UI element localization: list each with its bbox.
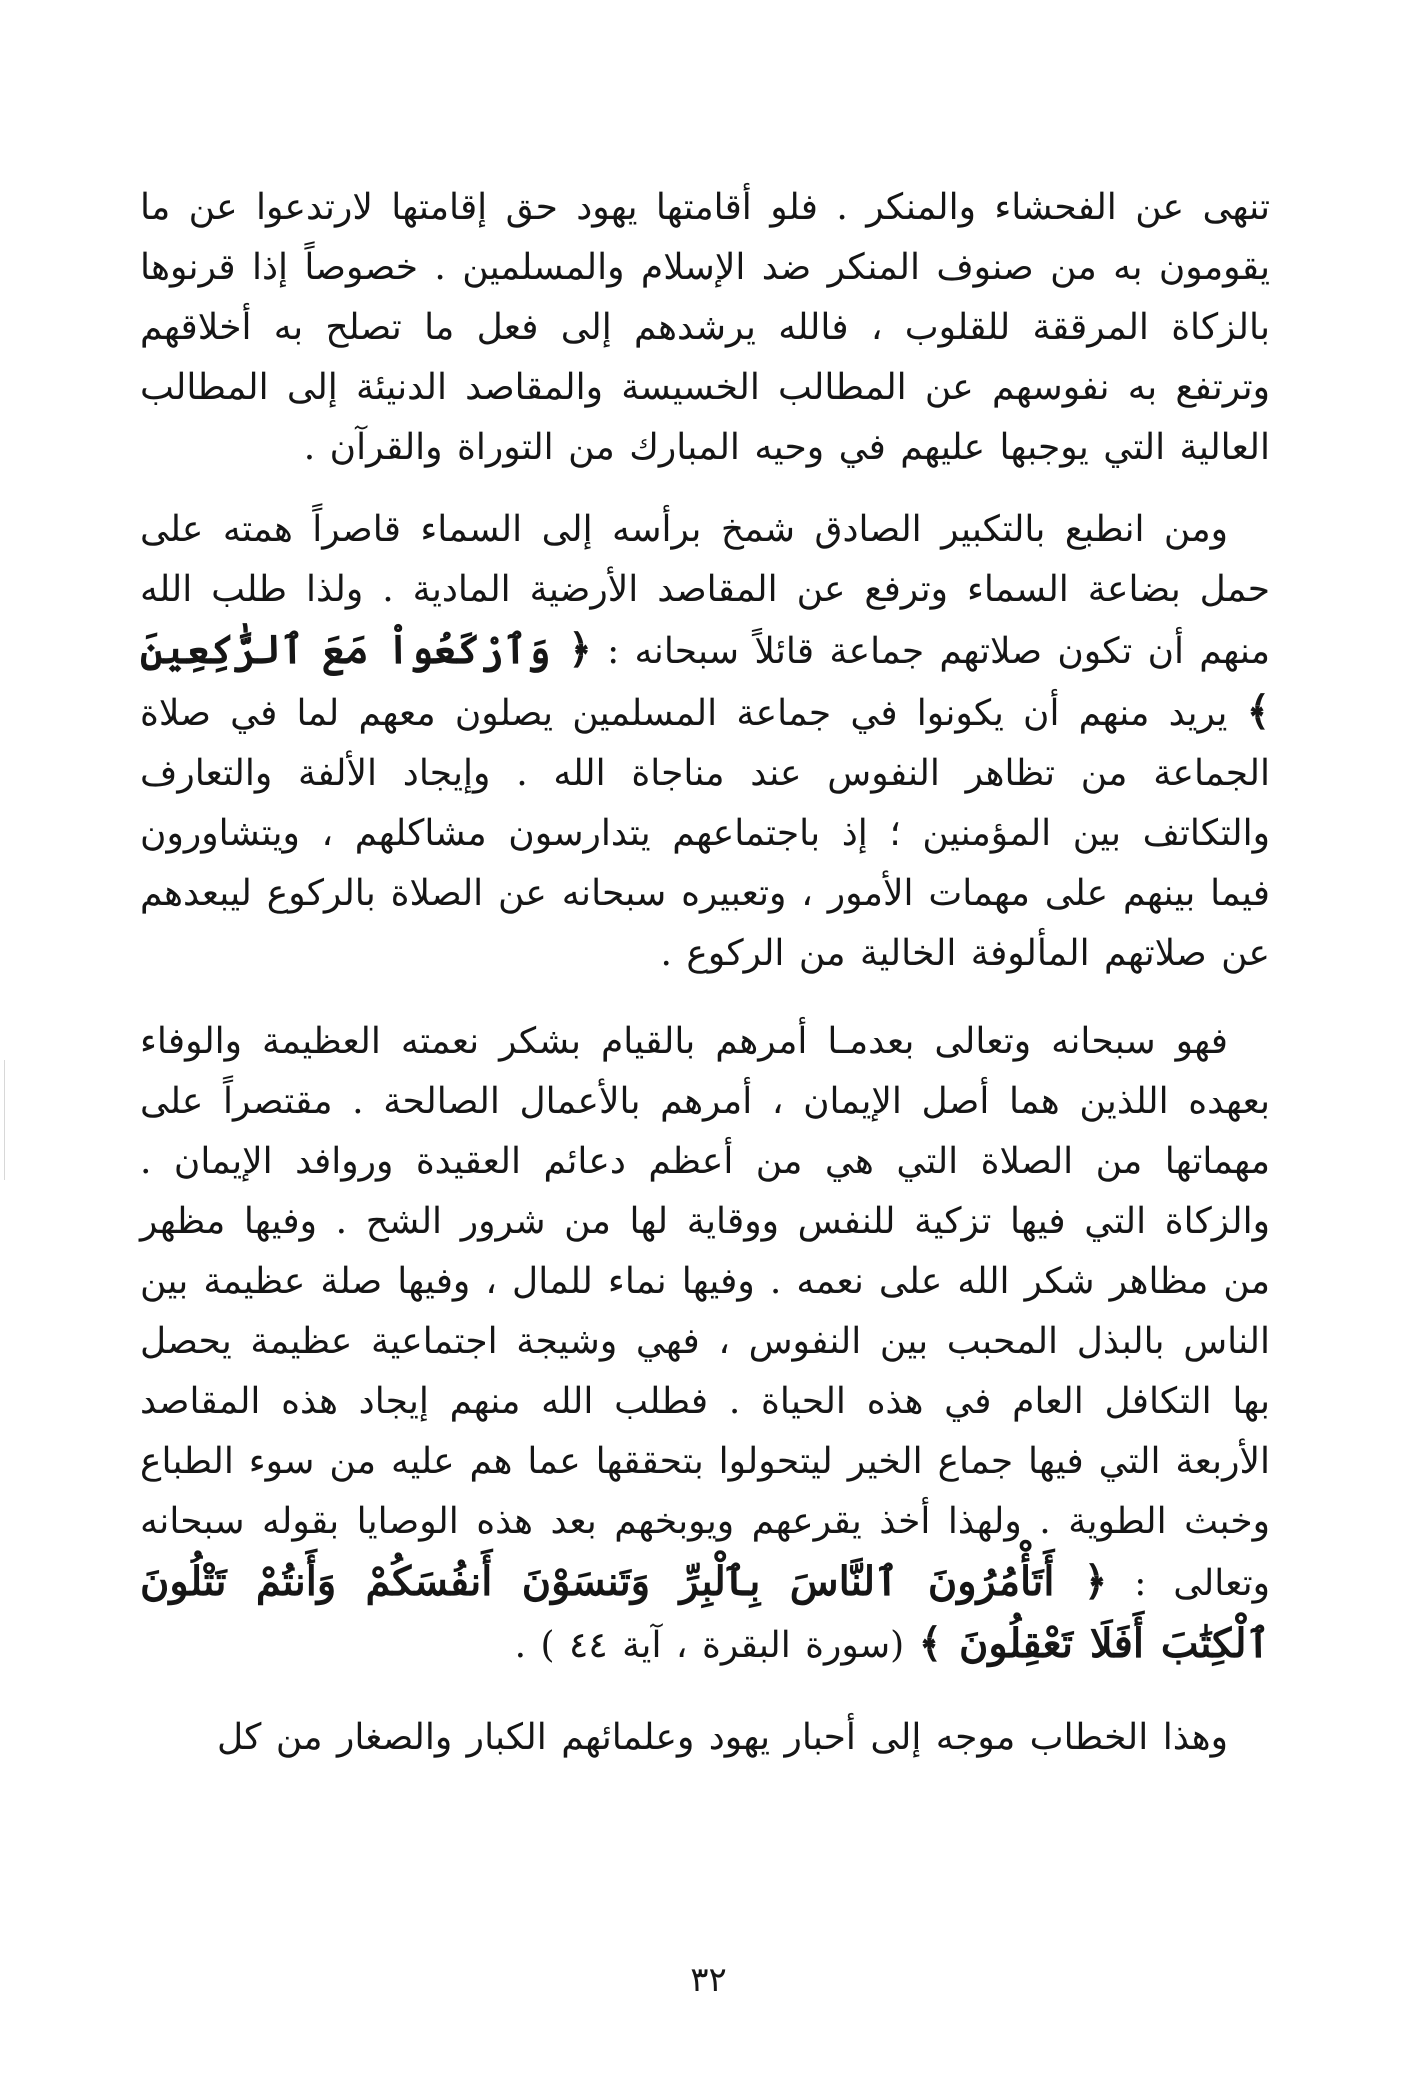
- paragraph-text: تنهى عن الفحشاء والمنكر . فلو أقامتها يهود حق إقامتها لارتدعوا عن ما يقومون به من صنوف المنكر ضد الإسلام والمسلمين . خصوصاً إذا قرنوها بالزكاة المرققة للقلوب ، فالله يرشدهم إلى فعل ما تصلح به أخلاقهم وترتفع به نفوسهم عن المطالب الخسيسة والمقاصد الدنيئة إلى المطالب العالية التي يوجبها عليهم في وحيه المبارك من التوراة والقرآن .: [140, 187, 1270, 468]
- body-text: [140, 178, 1270, 1768]
- paragraph-text: ومن انطبع بالتكبير الصادق شمخ برأسه إلى السماء قاصراً همته على حمل بضاعة السماء وترفع عن المقاصد الأرضية المادية . ولذا طلب الله منهم أن تكون صلاتهم جماعة قائلاً سبحانه :: [140, 509, 1271, 672]
- paragraph-2: [140, 500, 1270, 984]
- paragraph-4: [140, 1708, 1270, 1768]
- scan-edge-mark: [4, 1060, 5, 1180]
- paragraph-text: يريد منهم أن يكونوا في جماعة المسلمين يصلون معهم لما في صلاة الجماعة من تظاهر النفوس عند مناجاة الله . وإيجاد الألفة والتعارف والتكاتف بين المؤمنين ؛ إذ باجتماعهم يتدارسون مشاكلهم ، ويتشاورون فيما بينهم على مهمات الأمور ، وتعبيره سبحانه عن الصلاة بالركوع ليبعدهم عن صلاتهم المألوفة الخالية من الركوع .: [140, 693, 1270, 974]
- paragraph-text: وهذا الخطاب موجه إلى أحبار يهود وعلمائهم الكبار والصغار من كل: [216, 1717, 1228, 1758]
- verse-citation: (سورة البقرة ، آية ٤٤ ) .: [514, 1625, 919, 1666]
- paragraph-text: فهو سبحانه وتعالى بعدمـا أمرهم بالقيام بشكر نعمته العظيمة والوفاء بعهده اللذين هما أصل الإيمان ، أمرهم بالأعمال الصالحة . مقتصراً على مهماتها من الصلاة التي هي من أعظم دعائم العقيدة وروافد الإيمان . والزكاة التي فيها تزكية للنفس ووقاية لها من شرور الشح . وفيها مظهر من مظاهر شكر الله على نعمه . وفيها نماء للمال ، وفيها صلة عظيمة بين الناس بالبذل المحبب بين النفوس ، فهي وشيجة اجتماعية عظيمة يحصل بها التكافل العام في هذه الحياة . فطلب الله منهم إيجاد هذه المقاصد الأربعة التي فيها جماع الخير ليتحولوا بتحققها عما هم عليه من سوء الطباع وخبث الطوية . ولهذا أخذ يقرعهم ويوبخهم بعد هذه الوصايا بقوله سبحانه وتعالى :: [140, 1021, 1270, 1604]
- quran-verse: ﴿ وَٱرْكَعُواْ مَعَ ٱلرَّٰكِعِينَ ﴾: [140, 626, 1270, 735]
- paragraph-3: [140, 1012, 1270, 1676]
- page-number: ٣٢: [690, 1960, 727, 2000]
- quran-verse: ﴿ أَتَأْمُرُونَ ٱلنَّاسَ بِٱلْبِرِّ وَتَنسَوْنَ أَنفُسَكُمْ وَأَنتُمْ تَتْلُونَ ٱلْكِتَٰبَ أَفَلَا تَعْقِلُونَ ﴾: [140, 1558, 1270, 1667]
- paragraph-1: [140, 178, 1270, 478]
